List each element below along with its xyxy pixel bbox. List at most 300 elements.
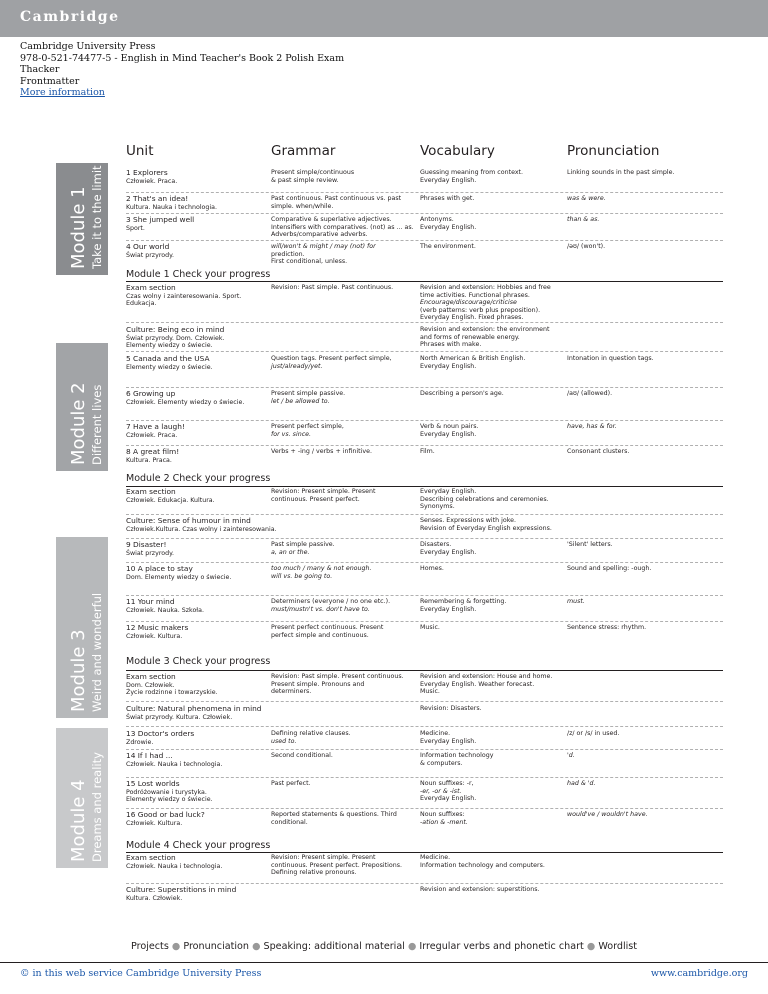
cell-unit — [126, 705, 262, 721]
cell-unit — [126, 541, 174, 557]
cell-line: Medicine. — [420, 730, 451, 737]
module-band-1 — [56, 163, 108, 275]
cell-line: have, has & for. — [567, 423, 617, 430]
cell-line: than & as. — [567, 216, 600, 223]
cell-line: Homes. — [420, 565, 444, 572]
bullet-icon: ● — [407, 941, 417, 952]
cell-line: Comparative & superlative adjectives. — [271, 216, 392, 223]
unit-title: 13 Doctor's orders — [126, 729, 195, 738]
cell-pron — [567, 216, 599, 224]
cell-line: Past simple passive. — [271, 541, 335, 548]
cell-line: Music. — [420, 688, 440, 696]
cell-line: Everyday English. — [420, 548, 477, 556]
cell-grammar — [271, 673, 404, 696]
cell-vocab — [420, 624, 440, 632]
row-divider — [126, 387, 723, 388]
unit-title: Exam section — [126, 283, 176, 292]
cell-line: Elementy wiedzy o świecie. — [126, 363, 213, 371]
cell-grammar — [271, 195, 401, 210]
cell-unit — [126, 355, 213, 371]
cell-line: Kultura. Praca. — [126, 456, 172, 464]
unit-title: Exam section — [126, 853, 176, 862]
cell-line: Disasters. — [420, 541, 452, 548]
book-meta — [20, 41, 344, 99]
cell-line: Reported statements & questions. Third — [271, 811, 397, 818]
cell-line: must. — [567, 598, 585, 605]
row-divider — [126, 420, 723, 421]
cell-pron — [567, 390, 612, 398]
cell-line: Życie rodzinne i towarzyskie. — [126, 689, 218, 697]
cell-pron — [567, 169, 675, 177]
check-progress-heading: Module 2 Check your progress — [126, 473, 271, 484]
cell-line: Revision and extension: the environment — [420, 326, 550, 333]
unit-title: 15 Lost worlds — [126, 779, 180, 788]
cell-line: Revision: Present simple. Present — [271, 488, 376, 495]
cell-line: /əʊ/ (won't). — [567, 243, 606, 250]
row-divider — [126, 726, 723, 727]
cell-grammar — [271, 284, 393, 292]
cell-line: perfect simple and continuous. — [271, 631, 369, 639]
cell-line: Present perfect simple, — [271, 423, 344, 430]
unit-title: 1 Explorers — [126, 168, 168, 177]
cell-vocab — [420, 448, 435, 456]
cell-line: Revision: Past simple. Present continuous. — [271, 673, 404, 680]
cell-line: Antonyms. — [420, 216, 454, 223]
row-divider — [126, 351, 723, 352]
cell-line: & past simple review. — [271, 176, 339, 184]
cell-line: prediction. — [271, 250, 305, 258]
cell-line: would've / wouldn't have. — [567, 811, 648, 818]
module-band-4 — [56, 728, 108, 868]
cell-line: Intonation in question tags. — [567, 355, 654, 362]
cell-unit — [126, 673, 218, 697]
cell-line: Synonyms. — [420, 503, 455, 511]
row-divider — [126, 562, 723, 563]
cell-line: used to. — [271, 737, 297, 745]
cell-unit — [126, 752, 222, 768]
cell-line: Podróżowanie i turystyka. — [126, 788, 207, 796]
cell-line: Dom. Człowiek. — [126, 681, 175, 689]
cell-unit — [126, 169, 177, 185]
cell-line: Information technology — [420, 752, 494, 759]
cell-grammar — [271, 243, 376, 266]
cell-unit — [126, 517, 277, 533]
row-divider — [126, 213, 723, 214]
row-divider — [126, 445, 723, 446]
row-divider — [126, 514, 723, 515]
cell-line: Intensifiers with comparatives. (not) as ... as. — [271, 223, 414, 231]
unit-title: 3 She jumped well — [126, 215, 195, 224]
cell-vocab — [420, 673, 552, 696]
cell-vocab — [420, 541, 476, 556]
cell-line: Człowiek.Kultura. Czas wolny i zainteresowania. — [126, 525, 277, 533]
cell-line: Kultura. Nauka i technologia. — [126, 203, 218, 211]
cell-line: Dom. Elementy wiedzy o świecie. — [126, 573, 232, 581]
cell-line: Czas wolny i zainteresowania. Sport. — [126, 292, 242, 300]
cell-line: (verb patterns: verb plus preposition). — [420, 306, 541, 314]
unit-title: 8 A great film! — [126, 447, 180, 456]
module-title: Different lives — [90, 384, 104, 465]
unit-title: Exam section — [126, 487, 176, 496]
cell-line: for vs. since. — [271, 430, 312, 438]
cell-line: Defining relative clauses. — [271, 730, 351, 737]
cell-line: Past continuous. Past continuous vs. past — [271, 195, 402, 202]
cell-line: Present simple. Pronouns and — [271, 680, 365, 688]
row-divider — [126, 701, 723, 702]
unit-title: 16 Good or bad luck? — [126, 810, 205, 819]
unit-title: 11 Your mind — [126, 597, 175, 606]
cell-line: continuous. Present perfect. — [271, 495, 360, 503]
footer-copyright[interactable]: © in this web service Cambridge University Press — [20, 968, 262, 979]
cell-line: Noun suffixes: -r, — [420, 780, 474, 787]
meta-isbn-title: 978-0-521-74477-5 - English in Mind Teacher's Book 2 Polish Exam — [20, 52, 345, 64]
cell-unit — [126, 243, 174, 259]
module-label: Module 3 — [68, 629, 89, 712]
cell-grammar — [271, 423, 344, 438]
bullet-icon: ● — [252, 941, 261, 952]
cell-unit — [126, 284, 241, 308]
cell-line: North American & British English. — [420, 355, 526, 362]
cell-grammar — [271, 390, 345, 405]
unit-title: 6 Growing up — [126, 389, 176, 398]
more-information-link[interactable]: More information — [20, 87, 105, 99]
cell-grammar — [271, 854, 402, 877]
row-divider — [126, 883, 723, 884]
publisher-logo: Cambridge — [20, 9, 120, 25]
cell-line: Everyday English. Weather forecast. — [420, 680, 535, 688]
cell-line: Człowiek. Kultura. — [126, 632, 183, 640]
cell-line: The environment. — [420, 243, 476, 250]
cell-line: Describing celebrations and ceremonies. — [420, 495, 549, 503]
cell-grammar — [271, 169, 354, 184]
module-title: Weird and wonderful — [90, 592, 104, 712]
cell-line: Edukacja. — [126, 300, 157, 308]
cell-pron — [567, 195, 606, 203]
cell-vocab — [420, 195, 474, 203]
cell-line: Describing a person's age. — [420, 390, 504, 397]
row-divider — [126, 322, 723, 323]
cell-vocab — [420, 565, 444, 573]
module-label: Module 2 — [68, 382, 89, 465]
cell-line: Guessing meaning from context. — [420, 169, 524, 176]
cell-line: Revision: Disasters. — [420, 705, 482, 712]
cell-line: Second conditional. — [271, 752, 333, 759]
cell-unit — [126, 423, 185, 439]
cell-line: Everyday English. — [420, 795, 477, 803]
top-banner — [0, 0, 768, 37]
cell-unit — [126, 448, 179, 464]
cell-grammar — [271, 780, 311, 788]
cell-line: will/won't & might / may (not) for — [271, 243, 376, 250]
meta-section: Frontmatter — [20, 75, 80, 87]
cell-line: too much / many & not enough. — [271, 565, 372, 572]
cell-line: 'd. — [567, 752, 575, 759]
cell-line: Świat przyrody. Dom. Człowiek. — [126, 334, 225, 342]
cell-line: Revision: Present simple. Present — [271, 854, 376, 861]
cell-unit — [126, 565, 231, 581]
cell-line: Phrases with make. — [420, 341, 482, 349]
cell-vocab — [420, 854, 545, 869]
cell-grammar — [271, 598, 390, 613]
cell-line: 'Silent' letters. — [567, 541, 613, 548]
cell-line: Everyday English. — [420, 737, 477, 745]
cell-pron — [567, 541, 613, 549]
cell-pron — [567, 598, 585, 606]
cell-line: Defining relative pronouns. — [271, 869, 357, 877]
cell-line: Question tags. Present perfect simple, — [271, 355, 392, 362]
cell-line: just/already/yet. — [271, 362, 323, 370]
cell-line: Elementy wiedzy o świecie. — [126, 796, 213, 804]
cell-line: Film. — [420, 448, 435, 455]
section-rule — [126, 852, 723, 853]
unit-title: 2 That's an idea! — [126, 194, 189, 203]
cell-unit — [126, 811, 205, 827]
unit-title: Culture: Sense of humour in mind — [126, 516, 251, 525]
cell-grammar — [271, 565, 372, 580]
cell-vocab — [420, 326, 549, 349]
check-progress-heading: Module 1 Check your progress — [126, 269, 271, 280]
cell-unit — [126, 730, 194, 746]
cell-line: must/mustn't vs. don't have to. — [271, 605, 370, 613]
extra-pronunciation: Pronunciation — [183, 941, 249, 952]
cell-line: Revision: Past simple. Past continuous. — [271, 284, 394, 291]
extra-irregular-verbs: Irregular verbs and phonetic chart — [419, 941, 584, 952]
cell-unit — [126, 598, 204, 614]
cell-vocab — [420, 705, 482, 713]
unit-title: Culture: Superstitions in mind — [126, 885, 237, 894]
row-divider — [126, 621, 723, 622]
cell-line: Everyday English. — [420, 176, 477, 184]
cell-pron — [567, 780, 596, 788]
cell-vocab — [420, 752, 493, 767]
cell-vocab — [420, 886, 540, 894]
cell-pron — [567, 624, 646, 632]
cell-pron — [567, 448, 629, 456]
cell-line: Consonant clusters. — [567, 448, 630, 455]
row-divider — [126, 749, 723, 750]
cell-unit — [126, 624, 188, 640]
cell-grammar — [271, 488, 375, 503]
row-divider — [126, 240, 723, 241]
cell-line: Information technology and computers. — [420, 861, 545, 869]
cell-line: Everyday English. Fixed phrases. — [420, 314, 524, 322]
cell-line: -er, -or & -ist. — [420, 787, 462, 795]
cell-line: Revision and extension: superstitions. — [420, 886, 540, 893]
cell-line: Człowiek. Elementy wiedzy o świecie. — [126, 398, 245, 406]
row-divider — [126, 777, 723, 778]
cell-vocab — [420, 284, 551, 322]
cell-line: Świat przyrody. — [126, 549, 174, 557]
cell-vocab — [420, 423, 479, 438]
meta-author: Thacker — [20, 64, 60, 76]
cell-line: Człowiek. Nauka i technologia. — [126, 862, 223, 870]
unit-title: Culture: Being eco in mind — [126, 325, 225, 334]
cell-line: Człowiek. Praca. — [126, 177, 178, 185]
cell-vocab — [420, 243, 476, 251]
cell-line: Sport. — [126, 224, 145, 232]
module-title: Take it to the limit — [90, 165, 104, 269]
cell-vocab — [420, 488, 549, 511]
cell-line: let / be allowed to. — [271, 397, 330, 405]
cell-line: Elementy wiedzy o świecie. — [126, 342, 213, 350]
cell-vocab — [420, 390, 504, 398]
extra-speaking: Speaking: additional material — [263, 941, 405, 952]
cell-line: Kultura. Człowiek. — [126, 894, 183, 902]
cell-line: Zdrowie. — [126, 738, 154, 746]
unit-title: Exam section — [126, 672, 176, 681]
cell-line: will vs. be going to. — [271, 572, 333, 580]
col-header-vocabulary: Vocabulary — [420, 143, 495, 159]
extra-wordlist: Wordlist — [598, 941, 638, 952]
meta-publisher: Cambridge University Press — [20, 41, 156, 52]
module-title: Dreams and reality — [90, 752, 104, 862]
cell-line: Revision and extension: House and home. — [420, 673, 553, 680]
cell-vocab — [420, 216, 476, 231]
cell-pron — [567, 730, 619, 738]
cell-line: Past perfect. — [271, 780, 311, 787]
cell-line: had & 'd. — [567, 780, 596, 787]
unit-title: Culture: Natural phenomena in mind — [126, 704, 262, 713]
cell-line: Linking sounds in the past simple. — [567, 169, 675, 176]
cell-line: Everyday English. — [420, 223, 477, 231]
cell-line: Noun suffixes: — [420, 811, 465, 818]
cell-line: Revision and extension: Hobbies and free — [420, 284, 551, 291]
cell-line: Senses. Expressions with joke. — [420, 517, 517, 524]
cell-grammar — [271, 624, 383, 639]
unit-title: 14 If I had ... — [126, 751, 173, 760]
cell-line: Phrases with get. — [420, 195, 475, 202]
cell-line: Present simple/continuous — [271, 169, 355, 176]
cell-line: /z/ or /s/ in used. — [567, 730, 620, 737]
unit-title: 9 Disaster! — [126, 540, 167, 549]
extras-line — [131, 941, 637, 952]
cell-line: Verb & noun pairs. — [420, 423, 479, 430]
check-progress-heading: Module 3 Check your progress — [126, 656, 271, 667]
cell-grammar — [271, 752, 333, 760]
cell-line: and forms of renewable energy. — [420, 333, 520, 341]
cell-line: Everyday English. — [420, 362, 477, 370]
cell-line: simple. when/while. — [271, 202, 334, 210]
cell-line: Człowiek. Kultura. — [126, 819, 183, 827]
row-divider — [126, 538, 723, 539]
cell-line: Sentence stress: rhythm. — [567, 624, 647, 631]
cell-unit — [126, 886, 236, 902]
cell-line: -ation & -ment. — [420, 818, 468, 826]
footer-website-link[interactable]: www.cambridge.org — [650, 968, 748, 979]
section-rule — [126, 486, 723, 487]
cell-vocab — [420, 517, 552, 532]
section-rule — [126, 281, 723, 282]
cell-line: Świat przyrody. — [126, 251, 174, 259]
cell-line: Medicine. — [420, 854, 451, 861]
module-band-2 — [56, 343, 108, 471]
cell-line: Sound and spelling: -ough. — [567, 565, 652, 572]
cell-grammar — [271, 541, 335, 556]
unit-title: 12 Music makers — [126, 623, 189, 632]
cell-unit — [126, 195, 217, 211]
cell-unit — [126, 854, 222, 870]
cell-line: Music. — [420, 624, 440, 631]
cell-line: Remembering & forgetting. — [420, 598, 507, 605]
cell-line: Świat przyrody. Kultura. Człowiek. — [126, 713, 233, 721]
cell-unit — [126, 390, 244, 406]
cell-line: Człowiek. Edukacja. Kultura. — [126, 496, 215, 504]
cell-line: Everyday English. — [420, 430, 477, 438]
cell-line: a, an or the. — [271, 548, 310, 556]
cell-line: determiners. — [271, 688, 312, 696]
cell-vocab — [420, 730, 476, 745]
col-header-unit: Unit — [126, 143, 154, 159]
cell-line: Człowiek. Praca. — [126, 431, 178, 439]
check-progress-heading: Module 4 Check your progress — [126, 840, 271, 851]
cell-unit — [126, 326, 225, 350]
cell-grammar — [271, 730, 351, 745]
cell-line: First conditional, unless. — [271, 258, 348, 266]
cell-vocab — [420, 780, 476, 803]
cell-pron — [567, 752, 575, 760]
cell-line: Człowiek. Nauka i technologia. — [126, 760, 223, 768]
cell-line: /aʊ/ (allowed). — [567, 390, 613, 397]
cell-line: Revision of Everyday English expressions. — [420, 524, 552, 532]
cell-grammar — [271, 811, 397, 826]
col-header-grammar: Grammar — [271, 143, 336, 159]
cell-pron — [567, 565, 651, 573]
cell-vocab — [420, 598, 506, 613]
cell-pron — [567, 243, 605, 251]
cell-vocab — [420, 169, 523, 184]
cell-grammar — [271, 216, 414, 239]
cell-line: was & were. — [567, 195, 606, 202]
unit-title: 7 Have a laugh! — [126, 422, 185, 431]
cell-line: time activities. Functional phrases. — [420, 291, 530, 299]
cell-line: Verbs + -ing / verbs + infinitive. — [271, 448, 372, 455]
cell-line: & computers. — [420, 759, 463, 767]
bullet-icon: ● — [171, 941, 181, 952]
section-rule — [126, 670, 723, 671]
cell-line: Present perfect continuous. Present — [271, 624, 384, 631]
footer-rule — [0, 962, 768, 963]
cell-line: Present simple passive. — [271, 390, 346, 397]
cell-vocab — [420, 811, 468, 826]
module-label: Module 1 — [68, 186, 89, 269]
cell-line: continuous. Present perfect. Prepositions. — [271, 861, 402, 869]
row-divider — [126, 808, 723, 809]
extra-projects: Projects — [131, 941, 169, 952]
bullet-icon: ● — [586, 941, 596, 952]
cell-grammar — [271, 448, 372, 456]
row-divider — [126, 595, 723, 596]
cell-line: Adverbs/comparative adverbs. — [271, 231, 368, 239]
cell-line: Encourage/discourage/criticise — [420, 299, 517, 307]
unit-title: 5 Canada and the USA — [126, 354, 210, 363]
cell-vocab — [420, 355, 525, 370]
cell-line: Everyday English. — [420, 488, 477, 495]
col-header-pronunciation: Pronunciation — [567, 143, 660, 159]
cell-unit — [126, 488, 215, 504]
cell-grammar — [271, 355, 392, 370]
module-band-3 — [56, 537, 108, 718]
cell-unit — [126, 780, 213, 804]
cell-pron — [567, 355, 654, 363]
cell-pron — [567, 423, 617, 431]
cell-pron — [567, 811, 648, 819]
cell-unit — [126, 216, 194, 232]
cell-line: conditional. — [271, 818, 308, 826]
module-label: Module 4 — [68, 779, 89, 862]
unit-title: 10 A place to stay — [126, 564, 193, 573]
row-divider — [126, 192, 723, 193]
cell-line: Everyday English. — [420, 605, 477, 613]
